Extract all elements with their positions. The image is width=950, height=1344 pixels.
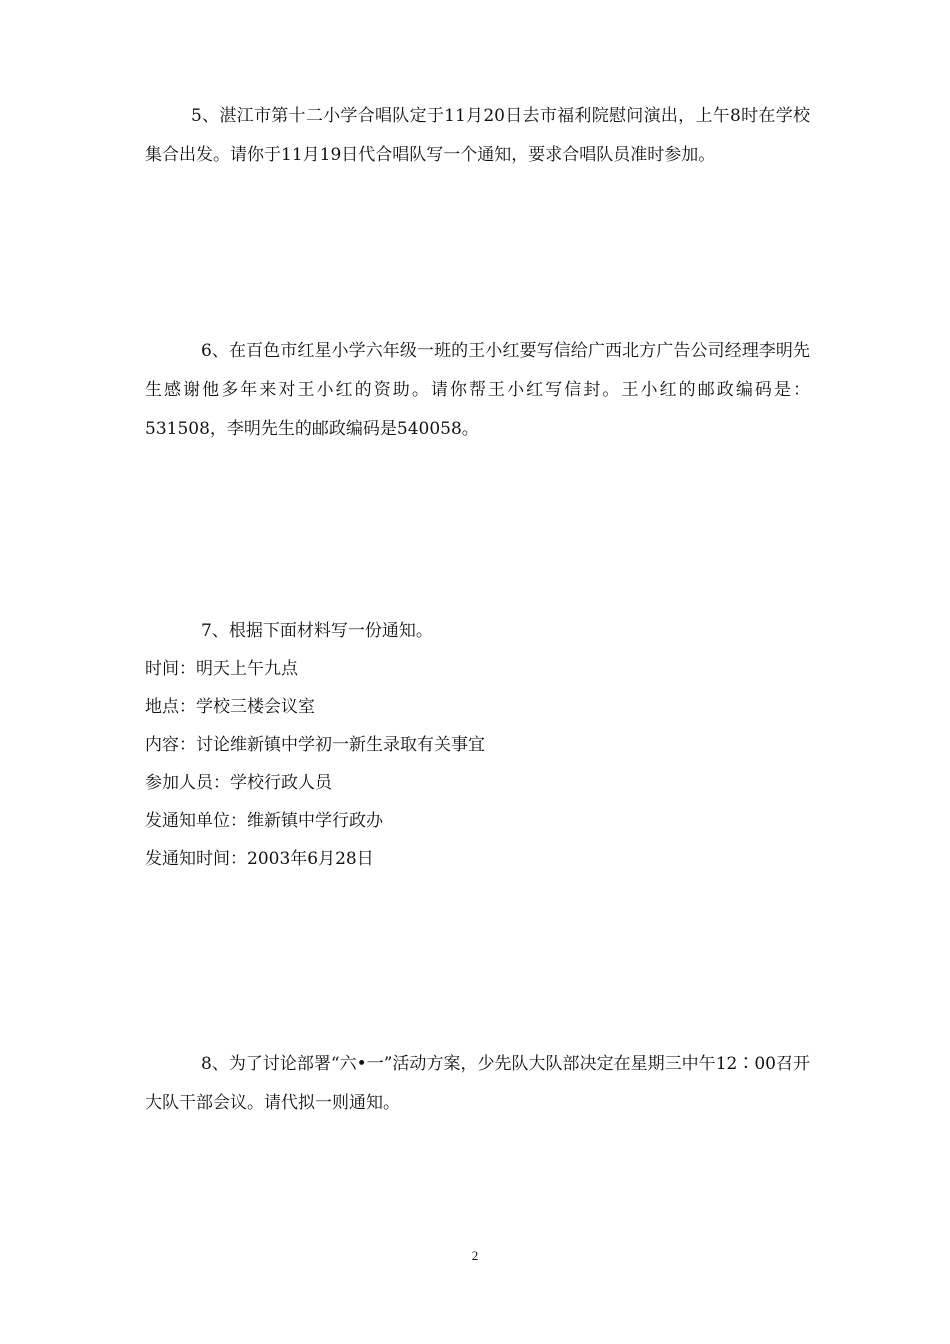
page-number: 2 — [471, 1248, 479, 1263]
question-7-line-place: 地点：学校三楼会议室 — [145, 697, 315, 717]
question-7-intro: 7、根据下面材料写一份通知。 — [201, 621, 433, 641]
question-7-line-attendees: 参加人员：学校行政人员 — [145, 773, 332, 793]
question-5-text: 5、湛江市第十二小学合唱队定于11月20日去市福利院慰问演出，上午8时在学校集合出发。请你于11月19日代合唱队写一个通知，要求合唱队员准时参加。 — [145, 106, 810, 165]
question-6 — [145, 332, 810, 449]
question-5 — [145, 97, 810, 175]
question-7-line-content: 内容：讨论维新镇中学初一新生录取有关事宜 — [145, 735, 485, 755]
question-8-text: 8、为了讨论部署“六•一”活动方案，少先队大队部决定在星期三中午12∶00召开大队干部会议。请代拟一则通知。 — [145, 1054, 810, 1113]
question-7 — [145, 612, 810, 878]
question-7-line-date: 发通知时间：2003年6月28日 — [145, 849, 374, 869]
question-7-line-issuer: 发通知单位：维新镇中学行政办 — [145, 811, 383, 831]
question-7-line-time: 时间：明天上午九点 — [145, 659, 298, 679]
question-8 — [145, 1045, 810, 1123]
question-6-text: 6、在百色市红星小学六年级一班的王小红要写信给广西北方广告公司经理李明先生感谢他多年来对王小红的资助。请你帮王小红写信封。王小红的邮政编码是：531508，李明先生的邮政编码是540058。 — [145, 341, 810, 439]
